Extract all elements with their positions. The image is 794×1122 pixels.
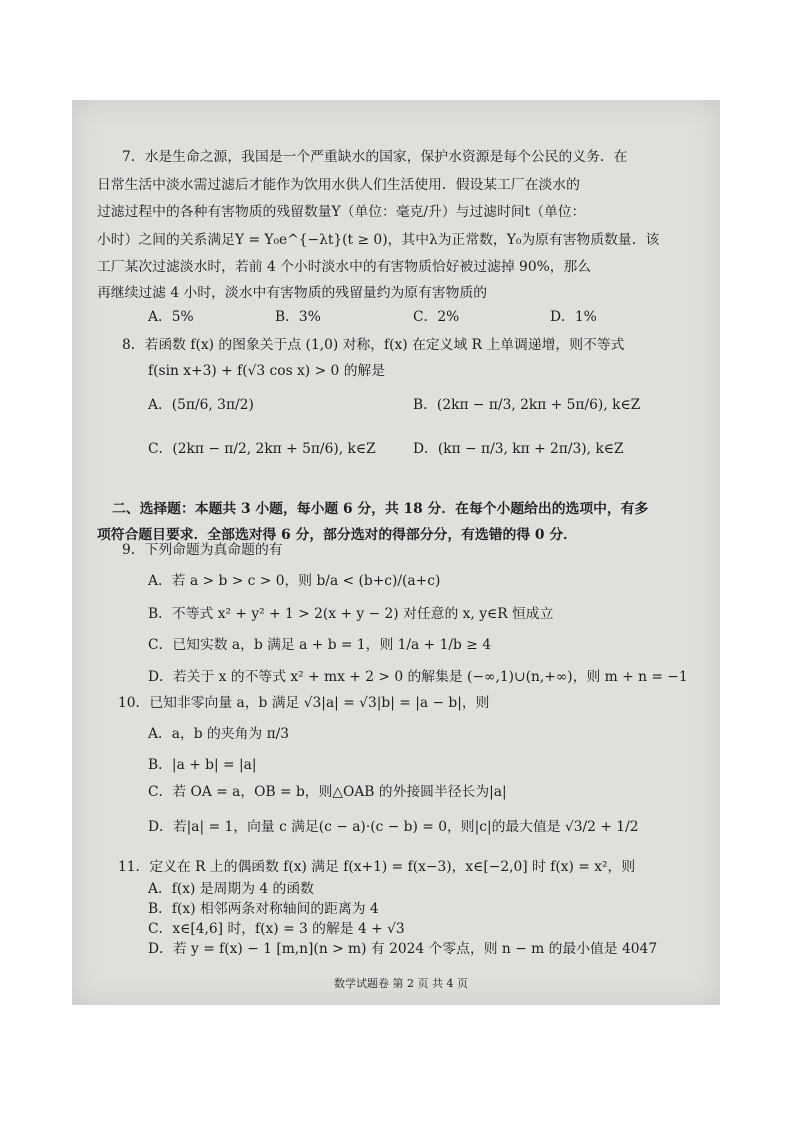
q8-option-b: B．(2kπ − π/3, 2kπ + 5π/6), k∈Z (413, 397, 641, 413)
q8-line-1: 8．若函数 f(x) 的图象关于点 (1,0) 对称，f(x) 在定义域 R 上单调递增，则不等式 (122, 337, 625, 353)
q8-option-c: C．(2kπ − π/2, 2kπ + 5π/6), k∈Z (148, 441, 376, 457)
q9-option-b: B．不等式 x² + y² + 1 > 2(x + y − 2) 对任意的 x, y∈R 恒成立 (148, 606, 554, 622)
q10-option-c: C．若 OA = a，OB = b，则△OAB 的外接圆半径长为|a| (148, 784, 507, 800)
q7-line-6: 再继续过滤 4 小时，淡水中有害物质的残留量约为原有害物质的 (97, 285, 488, 301)
q9-option-a: A．若 a > b > c > 0，则 b/a < (b+c)/(a+c) (148, 573, 441, 589)
q10-title: 10．已知非零向量 a，b 满足 √3|a| = √3|b| = |a − b|，则 (118, 695, 490, 711)
q7-line-3: 过滤过程中的各种有害物质的残留数量Y（单位：毫克/升）与过滤时间t（单位： (97, 204, 586, 220)
page-footer: 数学试题卷 第 2 页 共 4 页 (334, 977, 468, 990)
q7-option-a: A．5% (148, 309, 194, 325)
q11-option-c: C．x∈[4,6] 时，f(x) = 3 的解是 4 + √3 (148, 921, 405, 937)
q8-line-2: f(sin x+3) + f(√3 cos x) > 0 的解是 (148, 363, 386, 379)
q7-line-1: 7．水是生命之源，我国是一个严重缺水的国家，保护水资源是每个公民的义务．在 (122, 149, 628, 165)
q8-option-d: D．(kπ − π/3, kπ + 2π/3), k∈Z (413, 441, 624, 457)
q7-option-b: B．3% (275, 309, 321, 325)
q7-line-2: 日常生活中淡水需过滤后才能作为饮用水供人们生活使用．假设某工厂在淡水的 (97, 177, 580, 193)
q7-line-5: 工厂某次过滤淡水时，若前 4 个小时淡水中的有害物质恰好被过滤掉 90%，那么 (97, 259, 592, 275)
q10-option-a: A．a，b 的夹角为 π/3 (148, 726, 290, 742)
q11-title: 11．定义在 R 上的偶函数 f(x) 满足 f(x+1) = f(x−3)，x∈[−2,0] 时 f(x) = x²，则 (118, 859, 636, 875)
q10-option-d: D．若|a| = 1，向量 c 满足(c − a)·(c − b) = 0，则|c|的最大值是 √3/2 + 1/2 (148, 819, 639, 835)
q9-title: 9．下列命题为真命题的有 (122, 542, 283, 558)
q11-option-a: A．f(x) 是周期为 4 的函数 (148, 881, 314, 897)
section-2-instructions: 项符合题目要求．全部选对得 6 分，部分选对的得部分分，有选错的得 0 分． (97, 527, 577, 543)
q10-option-b: B．|a + b| = |a| (148, 757, 257, 773)
q11-option-d: D．若 y = f(x) − 1 [m,n](n > m) 有 2024 个零点，则 n − m 的最小值是 4047 (148, 941, 658, 957)
q9-option-d: D．若关于 x 的不等式 x² + mx + 2 > 0 的解集是 (−∞,1)∪(n,+∞)，则 m + n = −1 (148, 669, 688, 685)
q7-option-d: D．1% (550, 309, 597, 325)
q7-line-4: 小时）之间的关系满足Y = Y₀e^{−λt}(t ≥ 0)，其中λ为正常数，Y₀为原有害物质数量．该 (97, 232, 660, 248)
q8-option-a: A．(5π/6, 3π/2) (148, 397, 254, 413)
q7-option-c: C．2% (413, 309, 460, 325)
q9-option-c: C．已知实数 a，b 满足 a + b = 1，则 1/a + 1/b ≥ 4 (148, 637, 491, 653)
q11-option-b: B．f(x) 相邻两条对称轴间的距离为 4 (148, 901, 379, 917)
section-2-heading: 二、选择题：本题共 3 小题，每小题 6 分，共 18 分．在每个小题给出的选项中，有多 (112, 501, 649, 517)
